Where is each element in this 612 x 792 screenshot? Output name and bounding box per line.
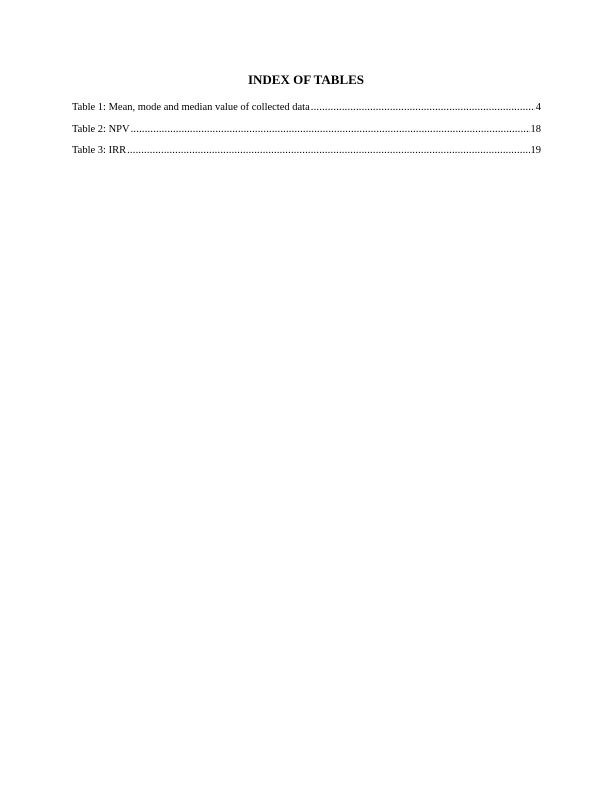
dot-leader <box>311 101 535 115</box>
toc-entry-table-1[interactable] <box>72 101 541 123</box>
toc-entry-label: Table 3: IRR <box>72 145 127 156</box>
dot-leader <box>127 144 529 158</box>
table-index-list <box>72 101 541 166</box>
index-of-tables-heading: INDEX OF TABLES <box>247 72 365 87</box>
toc-entry-label: Table 1: Mean, mode and median value of collected data <box>72 102 310 113</box>
toc-entry-page-number: 18 <box>530 123 541 135</box>
toc-entry-table-2[interactable] <box>72 123 541 145</box>
toc-entry-page-number: 4 <box>535 102 541 113</box>
dot-leader <box>131 123 530 137</box>
toc-entry-label: Table 2: NPV <box>72 123 130 135</box>
toc-entry-page-number: 19 <box>530 145 541 156</box>
toc-entry-table-3[interactable] <box>72 144 541 166</box>
